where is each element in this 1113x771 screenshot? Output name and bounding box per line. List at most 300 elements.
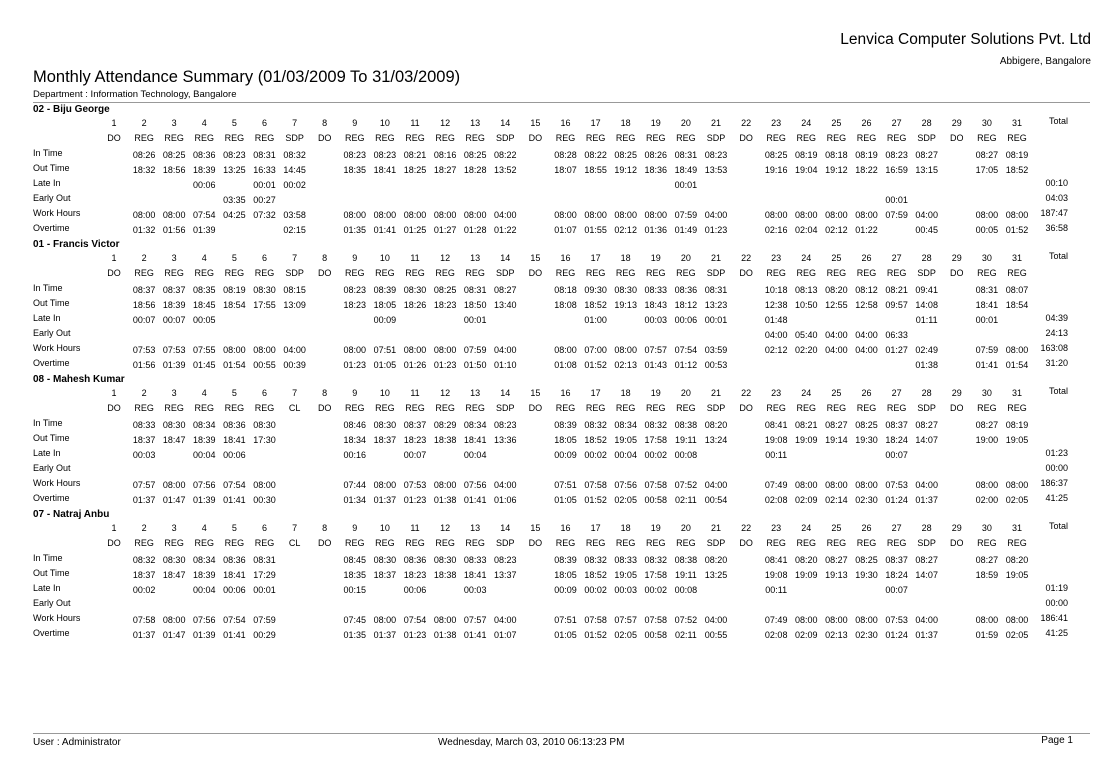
day-status: REG (345, 538, 365, 548)
out-time-cell: 18:41 (223, 435, 246, 445)
overtime-cell: 02:05 (1005, 630, 1029, 640)
row-label-overtime: Overtime (33, 493, 70, 503)
late-in-cell: 00:09 (554, 450, 577, 460)
in-time-cell: 08:37 (132, 285, 156, 295)
day-status: REG (676, 133, 696, 143)
work-hours-cell: 07:58 (584, 480, 607, 490)
day-status: DO (528, 268, 543, 278)
work-hours-cell: 08:00 (373, 615, 397, 625)
out-time-cell: 18:05 (554, 570, 577, 580)
in-time-cell: 08:19 (223, 285, 246, 295)
in-time-cell: 08:25 (764, 150, 788, 160)
work-hours-cell: 04:25 (223, 210, 246, 220)
day-status: REG (856, 133, 877, 143)
work-hours-cell: 04:00 (494, 480, 517, 490)
late-in-cell: 00:01 (704, 315, 728, 325)
in-time-cell: 08:23 (494, 420, 517, 430)
day-status: REG (345, 133, 365, 143)
row-label-overtime: Overtime (33, 628, 70, 638)
in-time-cell: 08:30 (373, 420, 397, 430)
day-status: REG (796, 538, 817, 548)
in-time-cell: 08:36 (223, 555, 246, 565)
in-time-cell: 08:34 (193, 420, 216, 430)
day-status: DO (528, 403, 543, 413)
day-status: REG (585, 268, 606, 278)
overtime-cell: 02:12 (825, 225, 848, 235)
overtime-cell: 01:05 (373, 360, 397, 370)
day-status: REG (615, 403, 636, 413)
work-hours-cell: 07:59 (885, 210, 908, 220)
day-status: REG (826, 268, 847, 278)
total-late-in: 00:10 (1045, 178, 1068, 188)
in-time-cell: 08:18 (554, 285, 577, 295)
day-status: REG (465, 268, 485, 278)
overtime-cell: 01:54 (223, 360, 246, 370)
out-time-cell: 18:22 (855, 165, 878, 175)
out-time-cell: 18:41 (373, 165, 397, 175)
overtime-cell: 02:11 (674, 630, 697, 640)
day-status: REG (254, 268, 275, 278)
in-time-cell: 08:27 (825, 555, 848, 565)
day-number: 24 (801, 523, 812, 533)
out-time-cell: 18:35 (343, 570, 367, 580)
out-time-cell: 18:39 (193, 165, 216, 175)
out-time-cell: 19:12 (614, 165, 637, 175)
day-status: REG (977, 133, 997, 143)
overtime-cell: 00:53 (704, 360, 728, 370)
out-time-cell: 13:09 (283, 300, 306, 310)
overtime-cell: 01:52 (1005, 225, 1029, 235)
in-time-cell: 08:23 (343, 150, 367, 160)
in-time-cell: 08:27 (915, 555, 938, 565)
row-label-work-hours: Work Hours (33, 613, 81, 623)
work-hours-cell: 04:00 (915, 615, 938, 625)
day-number: 9 (352, 253, 358, 263)
day-number: 28 (921, 388, 932, 398)
day-status: REG (375, 403, 395, 413)
day-number: 23 (771, 388, 782, 398)
row-label-early-out: Early Out (33, 598, 71, 608)
overtime-cell: 02:08 (764, 630, 788, 640)
day-number: 20 (680, 253, 691, 263)
day-status: REG (465, 133, 485, 143)
late-in-cell: 00:04 (193, 450, 216, 460)
day-status: SDP (496, 133, 515, 143)
late-in-cell: 00:03 (132, 450, 156, 460)
late-in-cell: 00:06 (193, 180, 216, 190)
day-number: 26 (861, 253, 872, 263)
late-in-cell: 00:02 (644, 585, 668, 595)
day-status: REG (585, 403, 606, 413)
overtime-cell: 01:35 (343, 630, 367, 640)
in-time-cell: 08:36 (223, 420, 246, 430)
overtime-cell: 02:30 (855, 630, 878, 640)
work-hours-cell: 08:00 (855, 210, 878, 220)
day-status: DO (950, 268, 964, 278)
late-in-cell: 00:02 (584, 585, 607, 595)
overtime-cell: 01:47 (162, 630, 186, 640)
row-label-overtime: Overtime (33, 223, 70, 233)
day-number: 20 (680, 118, 691, 128)
day-number: 24 (801, 118, 812, 128)
overtime-cell: 01:52 (584, 495, 607, 505)
work-hours-cell: 08:00 (795, 210, 818, 220)
day-number: 9 (352, 523, 358, 533)
work-hours-cell: 07:54 (223, 480, 246, 490)
day-status: SDP (917, 133, 936, 143)
day-number: 19 (650, 118, 661, 128)
row-label-early-out: Early Out (33, 463, 71, 473)
overtime-cell: 01:41 (373, 225, 397, 235)
work-hours-cell: 08:00 (795, 615, 818, 625)
day-number: 16 (560, 388, 571, 398)
total-label: Total (1048, 521, 1068, 531)
in-time-cell: 08:32 (584, 420, 607, 430)
day-status: REG (646, 268, 666, 278)
work-hours-cell: 08:00 (343, 345, 367, 355)
work-hours-cell: 07:51 (373, 345, 397, 355)
out-time-cell: 18:41 (463, 570, 487, 580)
day-number: 31 (1011, 388, 1022, 398)
day-number: 2 (141, 523, 147, 533)
day-number: 27 (891, 253, 902, 263)
day-number: 28 (921, 523, 932, 533)
day-status: REG (164, 403, 184, 413)
out-time-cell: 18:52 (584, 435, 607, 445)
day-number: 31 (1011, 253, 1022, 263)
day-status: REG (405, 133, 425, 143)
in-time-cell: 08:30 (162, 420, 186, 430)
day-number: 2 (141, 253, 147, 263)
in-time-cell: 08:36 (193, 150, 216, 160)
day-number: 7 (292, 253, 298, 263)
late-in-cell: 00:03 (644, 315, 668, 325)
overtime-cell: 01:06 (494, 495, 517, 505)
row-label-late-in: Late In (33, 178, 61, 188)
in-time-cell: 08:32 (644, 555, 668, 565)
work-hours-cell: 08:00 (373, 210, 397, 220)
late-in-cell: 00:08 (674, 585, 698, 595)
day-number: 29 (951, 253, 962, 263)
work-hours-cell: 08:00 (162, 210, 186, 220)
day-number: 14 (500, 118, 511, 128)
out-time-cell: 14:07 (915, 570, 938, 580)
overtime-cell: 02:15 (283, 225, 306, 235)
work-hours-cell: 07:32 (253, 210, 276, 220)
day-status: DO (317, 268, 332, 278)
late-in-cell: 00:11 (765, 450, 788, 460)
day-status: REG (224, 133, 245, 143)
in-time-cell: 08:32 (644, 420, 668, 430)
in-time-cell: 08:45 (343, 555, 367, 565)
day-status: REG (345, 403, 365, 413)
early-out-cell: 06:33 (885, 330, 908, 340)
in-time-cell: 08:25 (614, 150, 637, 160)
day-status: CL (288, 403, 301, 413)
work-hours-cell: 04:00 (915, 480, 938, 490)
overtime-cell: 00:58 (644, 495, 668, 505)
overtime-cell: 01:38 (433, 630, 457, 640)
late-in-cell: 01:48 (764, 315, 788, 325)
overtime-cell: 01:39 (162, 360, 186, 370)
day-status: DO (950, 133, 964, 143)
late-in-cell: 00:03 (463, 585, 487, 595)
work-hours-cell: 04:00 (855, 345, 878, 355)
day-number: 13 (470, 253, 481, 263)
out-time-cell: 13:52 (494, 165, 517, 175)
work-hours-cell: 07:52 (674, 480, 698, 490)
overtime-cell: 01:39 (193, 630, 216, 640)
out-time-cell: 12:55 (825, 300, 848, 310)
work-hours-cell: 07:53 (885, 615, 908, 625)
day-status: REG (435, 538, 455, 548)
day-status: DO (950, 403, 964, 413)
overtime-cell: 00:39 (283, 360, 306, 370)
total-work-hours: 163:08 (1040, 343, 1068, 353)
in-time-cell: 08:27 (975, 150, 999, 160)
row-label-in-time: In Time (33, 148, 63, 158)
day-number: 24 (801, 388, 812, 398)
out-time-cell: 17:05 (975, 165, 999, 175)
work-hours-cell: 08:00 (554, 345, 577, 355)
day-status: REG (194, 268, 215, 278)
day-status: REG (254, 403, 275, 413)
late-in-cell: 00:04 (614, 450, 637, 460)
out-time-cell: 18:37 (373, 570, 397, 580)
out-time-cell: 18:25 (403, 165, 427, 175)
day-status: REG (826, 403, 847, 413)
in-time-cell: 09:41 (915, 285, 938, 295)
work-hours-cell: 08:00 (253, 480, 276, 490)
total-early-out: 24:13 (1045, 328, 1068, 338)
late-in-cell: 00:04 (193, 585, 216, 595)
in-time-cell: 08:37 (162, 285, 186, 295)
company-location: Abbigere, Bangalore (999, 56, 1091, 67)
work-hours-cell: 08:00 (614, 345, 637, 355)
out-time-cell: 12:58 (855, 300, 878, 310)
out-time-cell: 17:30 (253, 435, 276, 445)
late-in-cell: 00:05 (193, 315, 216, 325)
work-hours-cell: 08:00 (1005, 480, 1029, 490)
day-number: 17 (590, 118, 601, 128)
work-hours-cell: 07:59 (463, 345, 487, 355)
out-time-cell: 19:13 (614, 300, 637, 310)
in-time-cell: 08:20 (1005, 555, 1029, 565)
work-hours-cell: 07:53 (885, 480, 908, 490)
day-status: REG (164, 133, 184, 143)
out-time-cell: 18:27 (433, 165, 457, 175)
row-label-early-out: Early Out (33, 193, 71, 203)
in-time-cell: 08:16 (433, 150, 457, 160)
day-status: DO (739, 538, 753, 548)
in-time-cell: 08:35 (193, 285, 216, 295)
in-time-cell: 08:29 (433, 420, 457, 430)
work-hours-cell: 07:51 (554, 480, 577, 490)
day-number: 6 (261, 118, 267, 128)
day-number: 8 (322, 118, 328, 128)
day-number: 31 (1011, 118, 1022, 128)
overtime-cell: 01:56 (132, 360, 156, 370)
out-time-cell: 18:41 (223, 570, 246, 580)
day-number: 26 (861, 118, 872, 128)
overtime-cell: 01:45 (193, 360, 216, 370)
in-time-cell: 08:39 (554, 420, 577, 430)
overtime-cell: 01:59 (975, 630, 999, 640)
day-status: REG (977, 268, 997, 278)
day-status: REG (254, 538, 275, 548)
overtime-cell: 01:23 (403, 630, 427, 640)
out-time-cell: 17:58 (644, 570, 668, 580)
in-time-cell: 08:38 (674, 555, 698, 565)
in-time-cell: 08:12 (855, 285, 878, 295)
in-time-cell: 08:26 (132, 150, 156, 160)
late-in-cell: 00:01 (975, 315, 999, 325)
late-in-cell: 00:01 (253, 180, 276, 190)
day-number: 5 (231, 523, 237, 533)
day-status: REG (375, 268, 395, 278)
in-time-cell: 08:22 (494, 150, 517, 160)
day-number: 9 (352, 118, 358, 128)
late-in-cell: 00:01 (674, 180, 698, 190)
day-number: 27 (891, 118, 902, 128)
in-time-cell: 08:31 (253, 150, 276, 160)
work-hours-cell: 08:00 (825, 480, 848, 490)
work-hours-cell: 07:53 (162, 345, 186, 355)
overtime-cell: 01:47 (162, 495, 186, 505)
out-time-cell: 10:50 (795, 300, 818, 310)
work-hours-cell: 02:12 (764, 345, 788, 355)
out-time-cell: 19:13 (825, 570, 848, 580)
day-number: 12 (440, 118, 451, 128)
overtime-cell: 00:54 (704, 495, 728, 505)
out-time-cell: 19:05 (1005, 570, 1029, 580)
out-time-cell: 18:45 (193, 300, 216, 310)
day-status: DO (528, 538, 543, 548)
work-hours-cell: 08:00 (223, 345, 246, 355)
overtime-cell: 01:07 (494, 630, 517, 640)
out-time-cell: 18:37 (132, 435, 156, 445)
day-status: SDP (285, 133, 304, 143)
day-status: REG (886, 268, 907, 278)
work-hours-cell: 08:00 (433, 210, 457, 220)
overtime-cell: 01:38 (433, 495, 457, 505)
work-hours-cell: 07:58 (644, 480, 668, 490)
day-status: REG (555, 268, 576, 278)
overtime-cell: 01:41 (223, 630, 246, 640)
out-time-cell: 13:36 (494, 435, 517, 445)
overtime-cell: 01:37 (132, 495, 156, 505)
work-hours-cell: 04:00 (704, 210, 728, 220)
day-status: REG (977, 403, 997, 413)
late-in-cell: 00:07 (132, 315, 156, 325)
day-number: 25 (831, 253, 842, 263)
day-number: 11 (410, 118, 420, 128)
day-number: 25 (831, 388, 842, 398)
day-status: REG (646, 133, 666, 143)
work-hours-cell: 07:54 (223, 615, 246, 625)
work-hours-cell: 07:56 (614, 480, 637, 490)
in-time-cell: 08:21 (795, 420, 818, 430)
in-time-cell: 08:20 (704, 555, 728, 565)
overtime-cell: 01:36 (644, 225, 668, 235)
day-status: REG (766, 133, 786, 143)
work-hours-cell: 07:51 (554, 615, 577, 625)
in-time-cell: 08:36 (674, 285, 698, 295)
day-number: 10 (379, 523, 390, 533)
out-time-cell: 18:07 (554, 165, 577, 175)
work-hours-cell: 04:00 (283, 345, 306, 355)
in-time-cell: 08:32 (584, 555, 607, 565)
out-time-cell: 18:56 (162, 165, 186, 175)
day-status: REG (194, 133, 215, 143)
day-number: 23 (771, 523, 782, 533)
out-time-cell: 18:50 (463, 300, 487, 310)
work-hours-cell: 08:00 (614, 210, 637, 220)
overtime-cell: 02:00 (975, 495, 999, 505)
in-time-cell: 08:31 (704, 285, 728, 295)
total-overtime: 41:25 (1045, 493, 1068, 503)
out-time-cell: 19:30 (855, 570, 878, 580)
out-time-cell: 13:25 (223, 165, 246, 175)
day-number: 26 (861, 388, 872, 398)
in-time-cell: 08:41 (764, 555, 788, 565)
in-time-cell: 08:30 (433, 555, 457, 565)
work-hours-cell: 04:00 (704, 480, 728, 490)
in-time-cell: 08:18 (825, 150, 848, 160)
total-late-in: 04:39 (1045, 313, 1068, 323)
overtime-cell: 00:55 (253, 360, 276, 370)
out-time-cell: 18:32 (132, 165, 156, 175)
out-time-cell: 19:05 (1005, 435, 1029, 445)
day-status: REG (375, 133, 395, 143)
work-hours-cell: 08:00 (975, 210, 999, 220)
overtime-cell: 01:23 (433, 360, 457, 370)
day-number: 1 (111, 523, 117, 533)
late-in-cell: 00:11 (765, 585, 788, 595)
overtime-cell: 01:39 (193, 225, 216, 235)
work-hours-cell: 01:27 (885, 345, 908, 355)
day-status: REG (224, 268, 245, 278)
late-in-cell: 00:15 (343, 585, 367, 595)
work-hours-cell: 08:00 (795, 480, 818, 490)
in-time-cell: 08:39 (554, 555, 577, 565)
footer-datetime: Wednesday, March 03, 2010 06:13:23 PM (438, 737, 625, 748)
employee-name: 08 - Mahesh Kumar (33, 374, 125, 385)
day-number: 5 (231, 388, 237, 398)
overtime-cell: 01:41 (975, 360, 999, 370)
overtime-cell: 02:05 (1005, 495, 1029, 505)
day-status: REG (375, 538, 395, 548)
day-number: 6 (261, 523, 267, 533)
in-time-cell: 08:20 (704, 420, 728, 430)
overtime-cell: 00:05 (975, 225, 999, 235)
day-number: 16 (560, 118, 571, 128)
day-number: 7 (292, 523, 298, 533)
day-number: 19 (650, 253, 661, 263)
day-number: 10 (379, 253, 390, 263)
row-label-work-hours: Work Hours (33, 208, 81, 218)
day-status: REG (224, 403, 245, 413)
out-time-cell: 18:43 (644, 300, 668, 310)
in-time-cell: 08:38 (674, 420, 698, 430)
day-number: 13 (470, 523, 481, 533)
out-time-cell: 13:24 (704, 435, 728, 445)
out-time-cell: 12:38 (764, 300, 788, 310)
overtime-cell: 01:55 (584, 225, 607, 235)
day-number: 20 (680, 388, 691, 398)
footer-user: User : Administrator (33, 737, 121, 748)
work-hours-cell: 07:59 (975, 345, 999, 355)
